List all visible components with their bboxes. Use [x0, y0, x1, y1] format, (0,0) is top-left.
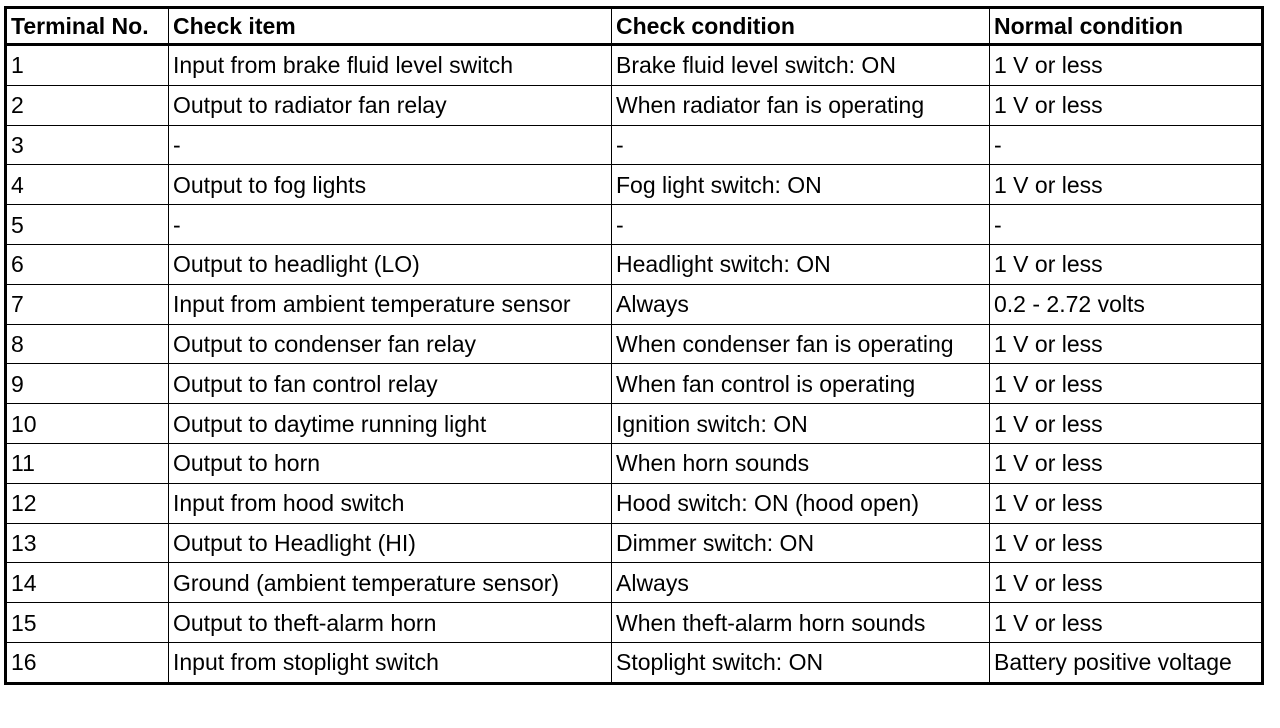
table-row	[6, 563, 1263, 603]
cell-check-item: Output to theft-alarm horn	[169, 603, 612, 643]
cell-terminal-no: 1	[6, 45, 169, 86]
cell-terminal-no: 16	[6, 642, 169, 683]
cell-normal-condition: 1 V or less	[990, 443, 1263, 483]
table-row	[6, 284, 1263, 324]
table-row	[6, 404, 1263, 444]
cell-check-item: Input from brake fluid level switch	[169, 45, 612, 86]
cell-terminal-no: 5	[6, 205, 169, 245]
cell-check-condition: When theft-alarm horn sounds	[612, 603, 990, 643]
table-row	[6, 443, 1263, 483]
cell-check-item: Output to radiator fan relay	[169, 85, 612, 125]
cell-normal-condition: 1 V or less	[990, 603, 1263, 643]
cell-normal-condition: 1 V or less	[990, 45, 1263, 86]
table-body	[6, 45, 1263, 684]
cell-check-condition: When radiator fan is operating	[612, 85, 990, 125]
table-row	[6, 324, 1263, 364]
cell-check-item: Input from stoplight switch	[169, 642, 612, 683]
header-terminal-no: Terminal No.	[6, 8, 169, 45]
cell-normal-condition: 1 V or less	[990, 483, 1263, 523]
cell-check-condition: Brake fluid level switch: ON	[612, 45, 990, 86]
table-row	[6, 85, 1263, 125]
cell-check-condition: Dimmer switch: ON	[612, 523, 990, 563]
terminal-check-table	[4, 6, 1264, 685]
cell-check-condition: When horn sounds	[612, 443, 990, 483]
cell-normal-condition: 1 V or less	[990, 523, 1263, 563]
table-row	[6, 165, 1263, 205]
cell-normal-condition: 1 V or less	[990, 244, 1263, 284]
cell-terminal-no: 14	[6, 563, 169, 603]
cell-check-condition: -	[612, 205, 990, 245]
cell-normal-condition: 1 V or less	[990, 563, 1263, 603]
header-check-item: Check item	[169, 8, 612, 45]
cell-check-condition: Fog light switch: ON	[612, 165, 990, 205]
cell-terminal-no: 3	[6, 125, 169, 165]
header-normal-condition: Normal condition	[990, 8, 1263, 45]
cell-terminal-no: 8	[6, 324, 169, 364]
cell-normal-condition: 1 V or less	[990, 165, 1263, 205]
cell-check-item: Output to fog lights	[169, 165, 612, 205]
cell-check-item: Output to Headlight (HI)	[169, 523, 612, 563]
cell-terminal-no: 10	[6, 404, 169, 444]
cell-check-item: Output to condenser fan relay	[169, 324, 612, 364]
cell-normal-condition: 1 V or less	[990, 404, 1263, 444]
cell-terminal-no: 7	[6, 284, 169, 324]
cell-terminal-no: 6	[6, 244, 169, 284]
cell-normal-condition: 1 V or less	[990, 324, 1263, 364]
table-row	[6, 125, 1263, 165]
table-row	[6, 45, 1263, 86]
cell-terminal-no: 11	[6, 443, 169, 483]
cell-check-condition: -	[612, 125, 990, 165]
cell-check-condition: Always	[612, 563, 990, 603]
cell-check-item: Ground (ambient temperature sensor)	[169, 563, 612, 603]
table-row	[6, 364, 1263, 404]
cell-terminal-no: 15	[6, 603, 169, 643]
cell-check-item: -	[169, 125, 612, 165]
cell-check-item: Output to horn	[169, 443, 612, 483]
cell-normal-condition: -	[990, 125, 1263, 165]
header-check-condition: Check condition	[612, 8, 990, 45]
cell-normal-condition: -	[990, 205, 1263, 245]
cell-check-condition: When condenser fan is operating	[612, 324, 990, 364]
cell-check-condition: Stoplight switch: ON	[612, 642, 990, 683]
table-row	[6, 603, 1263, 643]
cell-normal-condition: 1 V or less	[990, 85, 1263, 125]
cell-terminal-no: 2	[6, 85, 169, 125]
cell-normal-condition: Battery positive voltage	[990, 642, 1263, 683]
cell-check-condition: Hood switch: ON (hood open)	[612, 483, 990, 523]
cell-check-item: Input from ambient temperature sensor	[169, 284, 612, 324]
cell-check-item: Output to daytime running light	[169, 404, 612, 444]
table-row	[6, 205, 1263, 245]
cell-check-condition: Ignition switch: ON	[612, 404, 990, 444]
cell-check-item: Input from hood switch	[169, 483, 612, 523]
cell-check-condition: Always	[612, 284, 990, 324]
cell-terminal-no: 9	[6, 364, 169, 404]
cell-check-item: Output to fan control relay	[169, 364, 612, 404]
cell-check-item: -	[169, 205, 612, 245]
cell-check-condition: Headlight switch: ON	[612, 244, 990, 284]
table-row	[6, 523, 1263, 563]
table-row	[6, 244, 1263, 284]
cell-check-condition: When fan control is operating	[612, 364, 990, 404]
cell-normal-condition: 0.2 - 2.72 volts	[990, 284, 1263, 324]
table-row	[6, 483, 1263, 523]
cell-terminal-no: 4	[6, 165, 169, 205]
cell-normal-condition: 1 V or less	[990, 364, 1263, 404]
table-header-row	[6, 8, 1263, 45]
cell-terminal-no: 13	[6, 523, 169, 563]
cell-terminal-no: 12	[6, 483, 169, 523]
table-row	[6, 642, 1263, 683]
cell-check-item: Output to headlight (LO)	[169, 244, 612, 284]
